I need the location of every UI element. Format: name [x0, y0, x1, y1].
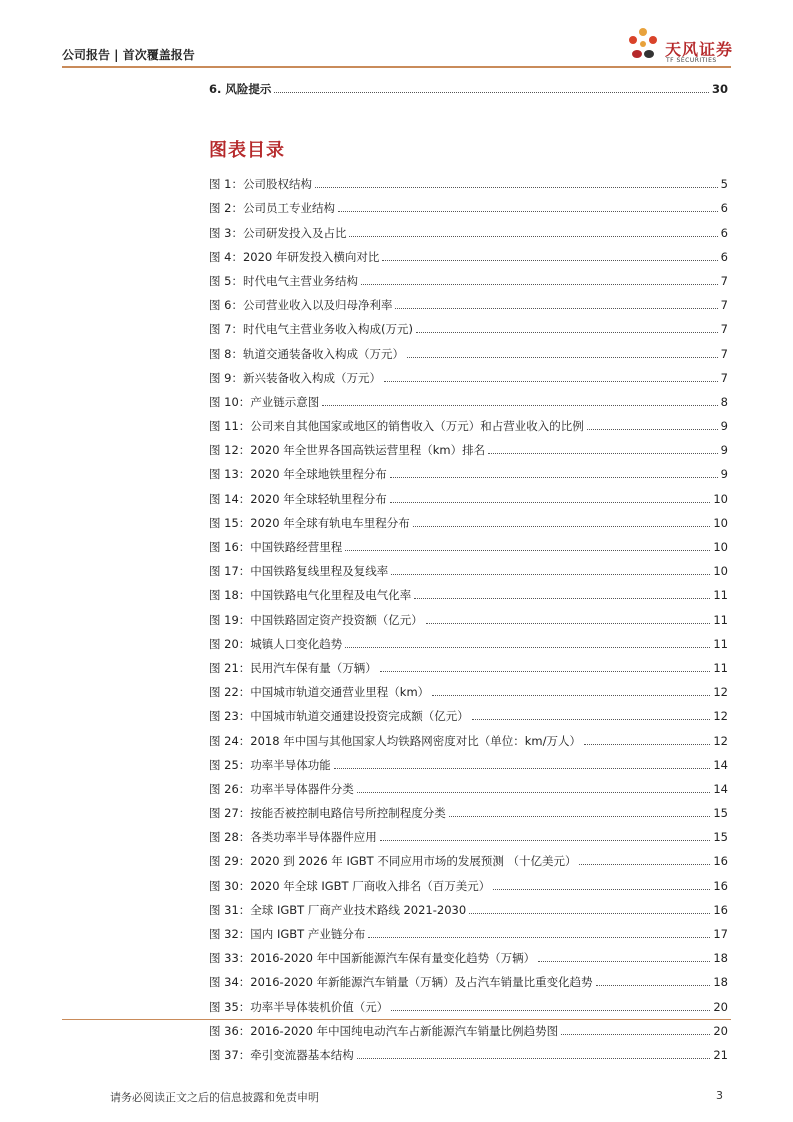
figure-entry[interactable]	[209, 578, 728, 602]
figure-entry[interactable]	[209, 1014, 728, 1038]
dot-leader	[587, 429, 718, 430]
logo-flower-icon	[623, 24, 663, 68]
dot-leader	[391, 1010, 710, 1011]
dot-leader	[596, 985, 711, 986]
figure-entry-label: 图 11：公司来自其他国家或地区的销售收入（万元）和占营业收入的比例	[209, 419, 584, 434]
dot-leader	[380, 840, 711, 841]
figure-entry-page: 16	[713, 902, 728, 917]
figure-entry[interactable]	[209, 989, 728, 1013]
figure-entry[interactable]	[209, 1038, 728, 1062]
figure-entry[interactable]	[209, 385, 728, 409]
dot-leader	[472, 719, 711, 720]
figure-entry-label: 图 37：牵引变流器基本结构	[209, 1047, 354, 1062]
figure-entry-label: 图 24：2018 年中国与其他国家人均铁路网密度对比（单位：km/万人）	[209, 733, 581, 748]
figure-entry-page: 18	[713, 975, 728, 990]
figure-entry-label: 图 4：2020 年研发投入横向对比	[209, 249, 380, 264]
figure-entry-page: 6	[720, 225, 728, 240]
dot-leader	[390, 502, 711, 503]
figure-entry-label: 图 6：公司营业收入以及归母净利率	[209, 298, 393, 313]
figure-entry[interactable]	[209, 602, 728, 626]
figure-entry-page: 11	[713, 612, 728, 627]
figure-entry-label: 图 30：2020 年全球 IGBT 厂商收入排名（百万美元）	[209, 878, 491, 893]
figure-entry-label: 图 10：产业链示意图	[209, 394, 320, 409]
figure-entry-label: 图 35：功率半导体装机价值（元）	[209, 999, 389, 1014]
figure-entry-label: 图 23：中国城市轨道交通建设投资完成额（亿元）	[209, 709, 469, 724]
figure-entry-page: 14	[713, 781, 728, 796]
dot-leader	[391, 574, 710, 575]
figure-entry-label: 图 28：各类功率半导体器件应用	[209, 830, 377, 845]
figure-entry[interactable]	[209, 868, 728, 892]
figure-entry-label: 图 12：2020 年全世界各国高铁运营里程（km）排名	[209, 443, 486, 458]
figure-entry[interactable]	[209, 965, 728, 989]
figure-entry-label: 图 25：功率半导体功能	[209, 757, 331, 772]
toc-entry-page: 30	[711, 82, 728, 96]
dot-leader	[334, 768, 711, 769]
dot-leader	[380, 671, 711, 672]
figure-entry-page: 10	[713, 515, 728, 530]
figure-entry[interactable]	[209, 361, 728, 385]
figure-entry-page: 11	[713, 660, 728, 675]
toc-entry-label: 6. 风险提示	[209, 82, 272, 96]
dot-leader	[390, 477, 718, 478]
dot-leader	[469, 913, 710, 914]
figure-entry-page: 8	[720, 394, 728, 409]
figure-entry-label: 图 15：2020 年全球有轨电车里程分布	[209, 515, 410, 530]
figure-entry-label: 图 31：全球 IGBT 厂商产业技术路线 2021-2030	[209, 902, 467, 917]
figure-entry-label: 图 2：公司员工专业结构	[209, 201, 335, 216]
figure-entry-page: 12	[713, 709, 728, 724]
dot-leader	[357, 792, 711, 793]
figure-entry-page: 16	[713, 878, 728, 893]
figure-entry[interactable]	[209, 191, 728, 215]
figure-entry-label: 图 21：民用汽车保有量（万辆）	[209, 660, 377, 675]
figure-entry-label: 图 33：2016-2020 年中国新能源汽车保有量变化趋势（万辆）	[209, 951, 536, 966]
figure-entry-page: 20	[713, 1023, 728, 1038]
figure-entry[interactable]	[209, 893, 728, 917]
figure-entry-page: 21	[713, 1047, 728, 1062]
figure-list	[209, 167, 728, 1062]
figure-entry[interactable]	[209, 748, 728, 772]
figure-entry[interactable]	[209, 820, 728, 844]
figure-entry-label: 图 9：新兴装备收入构成（万元）	[209, 370, 381, 385]
dot-leader	[274, 92, 709, 93]
dot-leader	[395, 308, 717, 309]
figure-entry[interactable]	[209, 723, 728, 747]
dot-leader	[414, 598, 710, 599]
figure-entry-label: 图 8：轨道交通装备收入构成（万元）	[209, 346, 404, 361]
dot-leader	[416, 332, 718, 333]
figure-entry-label: 图 1：公司股权结构	[209, 177, 312, 192]
figure-entry[interactable]	[209, 796, 728, 820]
figure-entry[interactable]	[209, 288, 728, 312]
figure-entry[interactable]	[209, 917, 728, 941]
figure-entry[interactable]	[209, 409, 728, 433]
figure-entry[interactable]	[209, 240, 728, 264]
figure-entry-page: 10	[713, 491, 728, 506]
figure-entry-page: 9	[720, 467, 728, 482]
figure-entry-label: 图 17：中国铁路复线里程及复线率	[209, 564, 389, 579]
figure-entry-page: 18	[713, 951, 728, 966]
figure-entry[interactable]	[209, 506, 728, 530]
figure-entry-page: 9	[720, 443, 728, 458]
figure-entry-page: 6	[720, 249, 728, 264]
figure-entry-page: 15	[713, 830, 728, 845]
dot-leader	[382, 260, 717, 261]
figure-entry[interactable]	[209, 651, 728, 675]
figure-entry-page: 20	[713, 999, 728, 1014]
figure-entry-label: 图 19：中国铁路固定资产投资额（亿元）	[209, 612, 423, 627]
figure-entry-page: 7	[720, 346, 728, 361]
dot-leader	[384, 381, 718, 382]
dot-leader	[345, 647, 710, 648]
dot-leader	[349, 236, 717, 237]
dot-leader	[407, 357, 718, 358]
figure-entry-page: 6	[720, 201, 728, 216]
figure-entry[interactable]	[209, 264, 728, 288]
dot-leader	[561, 1034, 710, 1035]
dot-leader	[432, 695, 710, 696]
figure-entry-label: 图 7：时代电气主营业务收入构成(万元)	[209, 322, 413, 337]
dot-leader	[322, 405, 717, 406]
figure-entry-label: 图 3：公司研发投入及占比	[209, 225, 347, 240]
figure-entry-page: 7	[720, 298, 728, 313]
figure-entry-label: 图 5：时代电气主营业务结构	[209, 273, 358, 288]
logo-name: 天风证券	[665, 40, 734, 59]
figure-entry-label: 图 34：2016-2020 年新能源汽车销量（万辆）及占汽车销量比重变化趋势	[209, 975, 593, 990]
figure-entry[interactable]	[209, 554, 728, 578]
figure-entry-label: 图 13：2020 年全球地铁里程分布	[209, 467, 387, 482]
dot-leader	[584, 744, 710, 745]
figure-entry-label: 图 36：2016-2020 年中国纯电动汽车占新能源汽车销量比例趋势图	[209, 1023, 559, 1038]
figure-entry-page: 7	[720, 322, 728, 337]
figure-entry-page: 15	[713, 806, 728, 821]
footer-divider	[62, 1019, 731, 1020]
header-divider	[62, 66, 731, 68]
figure-entry-page: 10	[713, 540, 728, 554]
logo-english-name: TF SECURITIES	[666, 57, 717, 64]
dot-leader	[488, 453, 718, 454]
figure-entry[interactable]	[209, 530, 728, 554]
figure-entry-page: 7	[720, 370, 728, 385]
figure-entry-page: 11	[713, 636, 728, 651]
figure-entry[interactable]	[209, 699, 728, 723]
figure-entry-label: 图 29：2020 到 2026 年 IGBT 不同应用市场的发展预测 （十亿美元）	[209, 854, 577, 869]
figure-entry-page: 10	[713, 564, 728, 579]
figure-entry-label: 图 18：中国铁路电气化里程及电气化率	[209, 588, 412, 603]
dot-leader	[493, 889, 710, 890]
figure-entry-page: 17	[713, 927, 728, 941]
figure-entry-label: 图 16：中国铁路经营里程	[209, 540, 343, 554]
figure-entry-page: 16	[713, 854, 728, 869]
figure-entry[interactable]	[209, 481, 728, 505]
figure-entry[interactable]	[209, 941, 728, 965]
figures-section-title: 图表目录	[209, 140, 285, 161]
footer-disclaimer: 请务必阅读正文之后的信息披露和免责申明	[110, 1091, 319, 1104]
figure-entry[interactable]	[209, 215, 728, 239]
figure-entry[interactable]	[209, 433, 728, 457]
report-type-label: 公司报告 | 首次覆盖报告	[62, 48, 195, 62]
dot-leader	[538, 961, 710, 962]
dot-leader	[449, 816, 711, 817]
dot-leader	[368, 937, 710, 938]
dot-leader	[579, 864, 710, 865]
figure-entry[interactable]	[209, 675, 728, 699]
figure-entry-page: 5	[720, 177, 728, 192]
figure-entry-label: 图 20：城镇人口变化趋势	[209, 636, 343, 651]
figure-entry-page: 12	[713, 685, 728, 700]
dot-leader	[357, 1058, 711, 1059]
figure-entry-page: 12	[713, 733, 728, 748]
figure-entry-page: 9	[720, 419, 728, 434]
figure-entry-page: 14	[713, 757, 728, 772]
figure-entry[interactable]	[209, 627, 728, 651]
figure-entry[interactable]	[209, 457, 728, 481]
figure-entry[interactable]	[209, 167, 728, 191]
figure-entry[interactable]	[209, 336, 728, 360]
figure-entry-label: 图 32：国内 IGBT 产业链分布	[209, 927, 366, 941]
dot-leader	[338, 211, 718, 212]
figure-entry-label: 图 22：中国城市轨道交通营业里程（km）	[209, 685, 430, 700]
page-number: 3	[716, 1089, 723, 1102]
figure-entry-label: 图 27：按能否被控制电路信号所控制程度分类	[209, 806, 446, 821]
dot-leader	[361, 284, 718, 285]
dot-leader	[413, 526, 711, 527]
figure-entry[interactable]	[209, 772, 728, 796]
dot-leader	[345, 550, 710, 551]
figure-entry[interactable]	[209, 312, 728, 336]
figure-entry-page: 11	[713, 588, 728, 603]
figure-entry[interactable]	[209, 844, 728, 868]
figure-entry-label: 图 14：2020 年全球轻轨里程分布	[209, 491, 387, 506]
figure-entry-page: 7	[720, 273, 728, 288]
toc-entry-risk[interactable]	[209, 78, 728, 96]
company-logo	[623, 24, 735, 68]
dot-leader	[426, 623, 711, 624]
figure-entry-label: 图 26：功率半导体器件分类	[209, 781, 354, 796]
dot-leader	[315, 187, 718, 188]
